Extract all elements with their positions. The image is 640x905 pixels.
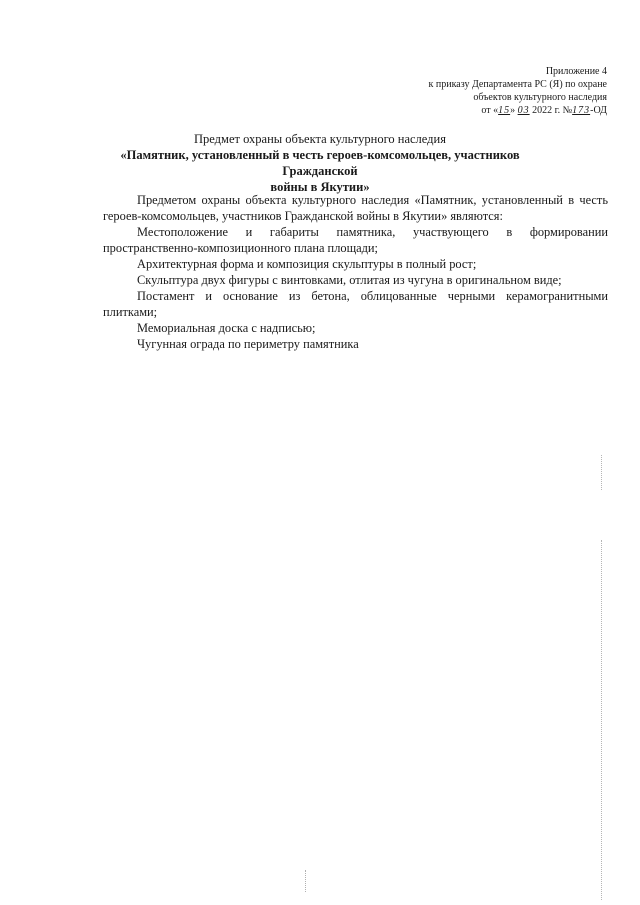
paragraph-item-fence: Чугунная ограда по периметру памятника (137, 337, 359, 351)
appendix-header (429, 65, 607, 117)
appendix-order-ref: к приказу Департамента РС (Я) по охране (428, 79, 607, 90)
paragraph-item-architecture: Архитектурная форма и композиция скульптуры в полный рост; (137, 257, 477, 271)
scan-margin-mark (601, 455, 603, 490)
paragraph-intro: Предметом охраны объекта культурного наследия «Памятник, установленный в честь героев-комсомольцев, участников Гражданской войны в Якутии» являются: (103, 193, 608, 223)
document-body (103, 192, 608, 352)
paragraph-item-pedestal: Постамент и основание из бетона, облицованные черными керамогранитными плитками; (103, 289, 608, 319)
scan-margin-mark (601, 540, 603, 900)
title-line-3: войны в Якутии» (270, 180, 370, 194)
date-prefix: от « (481, 105, 499, 116)
date-year: 2022 г. № (529, 105, 573, 116)
date-mid: » (510, 105, 518, 116)
order-suffix: -ОД (590, 105, 607, 116)
appendix-label: Приложение 4 (545, 66, 607, 77)
document-title (100, 131, 540, 195)
appendix-department: объектов культурного наследия (473, 92, 607, 103)
title-line-1: Предмет охраны объекта культурного наследия (194, 132, 446, 146)
paragraph-item-sculpture: Скульптура двух фигуры с винтовками, отлитая из чугуна в оригинальном виде; (137, 273, 562, 287)
paragraph-item-location: Местоположение и габариты памятника, участвующего в формировании пространственно-композиционного плана площади; (103, 225, 608, 255)
date-month-handwritten: 03 (517, 105, 530, 116)
order-number-handwritten: 173 (572, 105, 591, 116)
paragraph-item-plaque: Мемориальная доска с надписью; (137, 321, 316, 335)
appendix-date-line (429, 104, 607, 117)
title-line-2: «Памятник, установленный в честь героев-комсомольцев, участников Гражданской (120, 148, 520, 178)
scan-bottom-mark (305, 870, 307, 892)
date-day-handwritten: 15 (498, 105, 511, 116)
